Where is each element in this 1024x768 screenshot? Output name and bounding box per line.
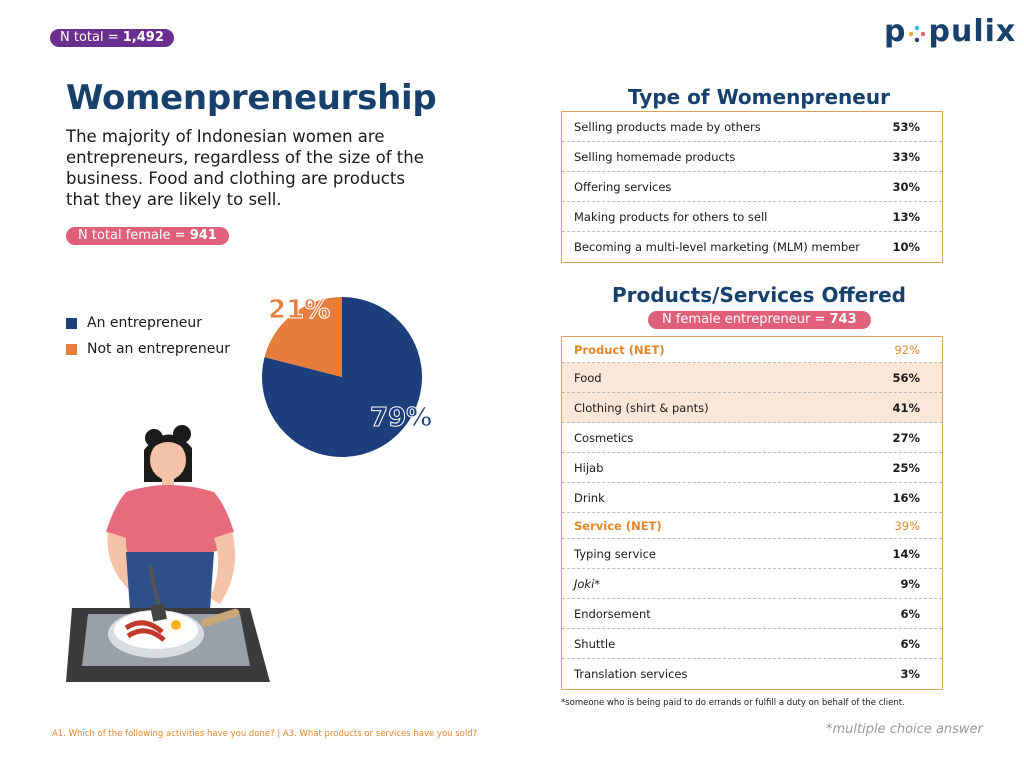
products-row-label: Translation services <box>574 667 688 681</box>
pie-label-entrepreneur: 79% <box>370 403 433 433</box>
products-row-value: 3% <box>900 667 920 681</box>
type-table <box>561 111 943 263</box>
source-questions: A1. Which of the following activities have you done? | A3. What products or services have you sold? <box>52 729 478 739</box>
page-title: Womenpreneurship <box>66 78 437 118</box>
n-total-label: N total = <box>60 30 123 45</box>
type-row-value: 33% <box>892 149 920 164</box>
legend-swatch-entrepreneur <box>66 318 77 329</box>
products-row-value: 92% <box>894 342 920 357</box>
products-row <box>562 629 942 659</box>
multiple-choice-note: *multiple choice answer <box>826 722 983 737</box>
type-row-value: 53% <box>892 119 920 134</box>
products-row <box>562 659 942 689</box>
products-row-value: 9% <box>900 576 920 591</box>
type-row <box>562 172 942 202</box>
legend-label-entrepreneur: An entrepreneur <box>87 315 203 331</box>
legend-swatch-not-entrepreneur <box>66 344 77 355</box>
products-row-label: Joki* <box>574 576 601 591</box>
products-row <box>562 569 942 599</box>
n-entrepreneur-label: N female entrepreneur = <box>662 312 830 327</box>
n-total-value: 1,492 <box>122 30 164 45</box>
products-row-value: 25% <box>892 460 920 475</box>
products-row-value: 41% <box>892 400 920 415</box>
products-row <box>562 337 942 363</box>
logo-dots-icon <box>908 16 926 34</box>
products-row <box>562 599 942 629</box>
products-row <box>562 393 942 423</box>
products-row <box>562 483 942 513</box>
products-row-label: Product (NET) <box>574 342 665 357</box>
products-row-value: 39% <box>894 518 920 533</box>
type-row-label: Making products for others to sell <box>574 209 768 224</box>
pie-label-not-entrepreneur: 21% <box>268 295 331 325</box>
legend-label-not-entrepreneur: Not an entrepreneur <box>87 341 230 357</box>
products-row-label: Typing service <box>574 546 656 561</box>
type-row-value: 30% <box>892 179 920 194</box>
type-row-value: 10% <box>892 240 920 254</box>
type-row-label: Selling homemade products <box>574 149 736 164</box>
products-row-value: 6% <box>900 606 920 621</box>
type-row-label: Offering services <box>574 179 672 194</box>
products-row-label: Cosmetics <box>574 430 634 445</box>
products-row-value: 27% <box>892 430 920 445</box>
n-entrepreneur-badge <box>648 311 871 329</box>
n-female-label: N total female = <box>78 228 190 243</box>
products-table <box>561 336 943 690</box>
products-row-label: Service (NET) <box>574 518 662 533</box>
products-row-value: 16% <box>892 490 920 505</box>
products-row-label: Food <box>574 370 602 385</box>
products-row-value: 6% <box>900 636 920 651</box>
products-row <box>562 423 942 453</box>
joki-footnote: *someone who is being paid to do errands or fulfill a duty on behalf of the client. <box>561 698 905 708</box>
products-row <box>562 453 942 483</box>
type-row-label: Selling products made by others <box>574 119 761 134</box>
type-table-title: Type of Womenpreneur <box>628 85 890 109</box>
products-row-label: Clothing (shirt & pants) <box>574 400 709 415</box>
populix-logo <box>884 14 1016 49</box>
n-female-badge <box>66 227 229 245</box>
legend-entrepreneur <box>66 315 202 331</box>
products-row-label: Drink <box>574 490 605 505</box>
intro-text: The majority of Indonesian women are entrepreneurs, regardless of the size of the business. Food and clothing are products that they are likely to sell. <box>66 127 424 209</box>
products-row <box>562 513 942 539</box>
type-row <box>562 232 942 262</box>
logo-text: pulix <box>928 14 1017 49</box>
logo-prefix: p <box>884 14 907 49</box>
products-row-label: Shuttle <box>574 636 616 651</box>
products-row-value: 14% <box>892 546 920 561</box>
woman-cooking-illustration <box>64 420 304 690</box>
type-row <box>562 112 942 142</box>
n-total-badge <box>50 29 174 47</box>
n-female-value: 941 <box>189 228 217 243</box>
products-row-label: Hijab <box>574 460 604 475</box>
type-row <box>562 202 942 232</box>
products-row-label: Endorsement <box>574 606 651 621</box>
type-row <box>562 142 942 172</box>
n-entrepreneur-value: 743 <box>829 312 857 327</box>
type-row-value: 13% <box>892 209 920 224</box>
products-row <box>562 363 942 393</box>
products-row <box>562 539 942 569</box>
products-row-value: 56% <box>892 370 920 385</box>
products-table-title: Products/Services Offered <box>612 283 906 307</box>
type-row-label: Becoming a multi-level marketing (MLM) member <box>574 240 860 254</box>
legend-not-entrepreneur <box>66 341 230 357</box>
